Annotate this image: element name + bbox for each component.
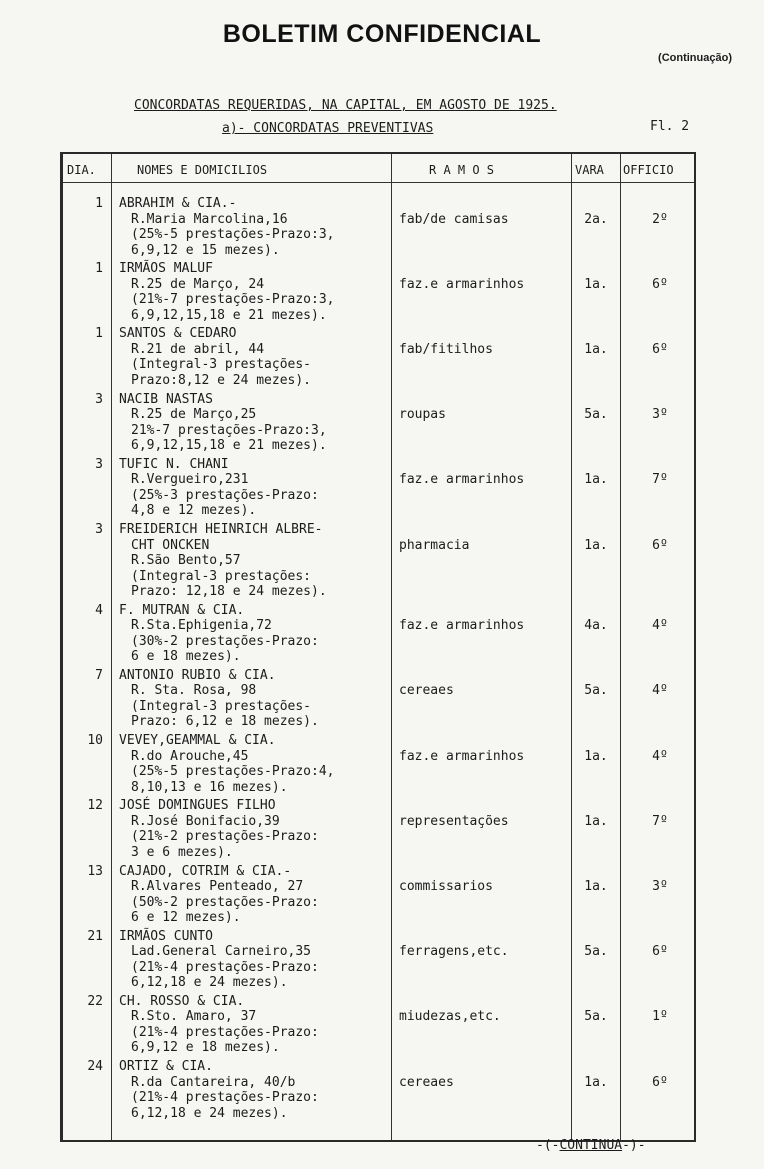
- entry-branch: roupas: [399, 407, 446, 423]
- entry-detail-line: 21%-7 prestações-Prazo:3,: [131, 422, 327, 438]
- entry-detail-line: 4,8 e 12 mezes).: [131, 503, 257, 519]
- entry-detail-line: (30%-2 prestações-Prazo:: [131, 633, 319, 649]
- entry-detail-line: R.Sto. Amaro, 37: [131, 1009, 257, 1025]
- entry-office: 6º: [652, 341, 668, 357]
- entry-detail-line: R.São Bento,57: [131, 553, 241, 568]
- entry-names: [119, 392, 327, 454]
- entry-day: 3: [95, 391, 103, 407]
- column-divider-court: [620, 154, 621, 1140]
- entry-court: 1a.: [584, 472, 608, 488]
- entry-office: 7º: [652, 472, 668, 488]
- column-divider-day: [111, 154, 112, 1140]
- entry-detail-line: (50%-2 prestações-Prazo:: [131, 894, 319, 910]
- header-rule: [63, 182, 694, 183]
- entry-branch: commissarios: [399, 879, 493, 894]
- entry-office: 4º: [652, 683, 668, 699]
- concordatas-table: [60, 152, 696, 1142]
- entry-detail-line: (25%-3 prestações-Prazo:: [131, 487, 319, 503]
- entry-office: 7º: [652, 813, 668, 829]
- entry-branch: ferragens,etc.: [399, 944, 509, 960]
- entry-name: FREIDERICH HEINRICH ALBRE-: [119, 522, 323, 537]
- entry-names: [119, 1059, 319, 1121]
- entry-branch: representações: [399, 813, 509, 829]
- entry-names: [119, 798, 319, 860]
- entry-names: [119, 929, 319, 991]
- entry-name: NACIB NASTAS: [119, 391, 213, 407]
- entry-names: [119, 668, 319, 730]
- entry-name: TUFIC N. CHANI: [119, 456, 229, 472]
- entry-office: 6º: [652, 276, 668, 292]
- entry-detail-line: R. Sta. Rosa, 98: [131, 683, 257, 699]
- entry-office: 4º: [652, 748, 668, 764]
- entry-name: IRMÃOS CUNTO: [119, 928, 213, 944]
- entry-day: 1: [95, 261, 103, 277]
- entry-branch: cereaes: [399, 683, 454, 699]
- entry-detail-line: Prazo: 6,12 e 18 mezes).: [131, 714, 319, 730]
- entry-detail-line: 6,9,12,15,18 e 21 mezes).: [131, 438, 327, 454]
- entry-court: 1a.: [584, 879, 608, 894]
- entry-office: 3º: [652, 407, 668, 423]
- entry-detail-line: (21%-2 prestações-Prazo:: [131, 829, 319, 845]
- entry-detail-line: R.21 de abril, 44: [131, 341, 265, 357]
- continue-marker: -(-CONTINUA-)-: [536, 1138, 646, 1153]
- entry-office: 2º: [652, 211, 668, 227]
- entry-day: 3: [95, 522, 103, 537]
- entry-branch: faz.e armarinhos: [399, 472, 525, 488]
- entry-branch: fab/de camisas: [399, 211, 509, 227]
- entry-names: [119, 522, 327, 600]
- header-office: OFFICIO: [623, 163, 674, 177]
- entry-name: ANTONIO RUBIO & CIA.: [119, 667, 276, 683]
- entry-detail-line: 6,12,18 e 24 mezes).: [131, 975, 288, 991]
- entry-names: [119, 864, 319, 926]
- entry-name: JOSÉ DOMINGUES FILHO: [119, 798, 276, 814]
- entry-detail-line: 6,9,12 e 15 mezes).: [131, 242, 280, 258]
- entry-court: 1a.: [584, 748, 608, 764]
- entry-detail-line: R.Maria Marcolina,16: [131, 211, 288, 227]
- entry-court: 1a.: [584, 1074, 608, 1090]
- entry-detail-line: R.25 de Março, 24: [131, 276, 265, 292]
- entry-names: [119, 196, 335, 258]
- folio-number: Fl. 2: [650, 119, 690, 134]
- entry-branch: miudezas,etc.: [399, 1009, 501, 1025]
- entry-detail-line: Prazo:8,12 e 24 mezes).: [131, 372, 312, 388]
- entry-office: 3º: [652, 879, 668, 894]
- entry-name: ORTIZ & CIA.: [119, 1059, 213, 1075]
- entry-day: 12: [87, 798, 103, 814]
- entry-detail-line: R.Vergueiro,231: [131, 472, 249, 488]
- entry-name: VEVEY,GEAMMAL & CIA.: [119, 733, 276, 749]
- entry-name: F. MUTRAN & CIA.: [119, 602, 245, 618]
- entry-court: 1a.: [584, 537, 608, 553]
- header-branches: R A M O S: [429, 163, 495, 177]
- entry-court: 1a.: [584, 341, 608, 357]
- entry-detail-line: CHT ONCKEN: [131, 537, 210, 553]
- entry-day: 24: [87, 1059, 103, 1075]
- entry-names: [119, 326, 311, 388]
- entry-court: 2a.: [584, 211, 608, 227]
- header-court: VARA: [575, 163, 604, 177]
- entry-detail-line: R.Alvares Penteado, 27: [131, 879, 304, 894]
- entry-detail-line: R.25 de Março,25: [131, 407, 257, 423]
- entry-branch: fab/fitilhos: [399, 341, 493, 357]
- entry-office: 6º: [652, 944, 668, 960]
- continue-label: CONTINUA: [559, 1138, 623, 1153]
- entry-detail-line: (25%-5 prestações-Prazo:3,: [131, 227, 335, 242]
- entry-branch: pharmacia: [399, 537, 470, 553]
- entry-branch: cereaes: [399, 1074, 454, 1090]
- entry-office: 6º: [652, 1074, 668, 1090]
- entry-office: 4º: [652, 618, 668, 634]
- column-divider-branches: [571, 154, 572, 1140]
- entry-office: 6º: [652, 537, 668, 553]
- entry-name: ABRAHIM & CIA.-: [119, 196, 237, 211]
- entry-detail-line: 3 e 6 mezes).: [131, 844, 233, 860]
- entry-day: 3: [95, 456, 103, 472]
- entry-detail-line: 6,9,12 e 18 mezes).: [131, 1040, 280, 1056]
- entry-names: [119, 994, 319, 1056]
- entry-day: 1: [95, 326, 103, 342]
- entry-detail-line: (25%-5 prestações-Prazo:4,: [131, 764, 335, 780]
- entry-court: 5a.: [584, 944, 608, 960]
- entry-detail-line: 6,9,12,15,18 e 21 mezes).: [131, 307, 327, 323]
- entry-court: 1a.: [584, 813, 608, 829]
- entry-day: 21: [87, 928, 103, 944]
- entry-name: CAJADO, COTRIM & CIA.-: [119, 863, 292, 879]
- entry-names: [119, 457, 319, 519]
- entry-court: 4a.: [584, 618, 608, 634]
- entry-names: [119, 603, 319, 665]
- entry-detail-line: Prazo: 12,18 e 24 mezes).: [131, 584, 327, 599]
- entry-detail-line: (Integral-3 prestações-: [131, 357, 312, 373]
- entry-office: 1º: [652, 1009, 668, 1025]
- entry-branch: faz.e armarinhos: [399, 748, 525, 764]
- entry-branch: faz.e armarinhos: [399, 276, 525, 292]
- entry-detail-line: R.José Bonifacio,39: [131, 813, 280, 829]
- section-subheading: a)- CONCORDATAS PREVENTIVAS: [222, 121, 434, 136]
- entry-name: SANTOS & CEDARO: [119, 326, 237, 342]
- entry-day: 22: [87, 993, 103, 1009]
- header-names: NOMES E DOMICILIOS: [137, 163, 268, 177]
- section-heading: CONCORDATAS REQUERIDAS, NA CAPITAL, EM AGOSTO DE 1925.: [134, 98, 557, 113]
- header-day: DIA.: [67, 163, 96, 177]
- entry-day: 4: [95, 602, 103, 618]
- entry-detail-line: 6 e 12 mezes).: [131, 910, 241, 925]
- entry-detail-line: (Integral-3 prestações:: [131, 568, 312, 584]
- entry-court: 5a.: [584, 683, 608, 699]
- entry-detail-line: R.da Cantareira, 40/b: [131, 1074, 296, 1090]
- continuation-note: (Continuação): [658, 52, 732, 64]
- entry-detail-line: Lad.General Carneiro,35: [131, 944, 312, 960]
- entry-detail-line: 6 e 18 mezes).: [131, 649, 241, 665]
- entry-name: CH. ROSSO & CIA.: [119, 993, 245, 1009]
- entry-branch: faz.e armarinhos: [399, 618, 525, 634]
- entry-detail-line: (21%-4 prestações-Prazo:: [131, 1090, 319, 1106]
- column-divider-names: [391, 154, 392, 1140]
- document-title: BOLETIM CONFIDENCIAL: [222, 20, 542, 48]
- entry-detail-line: (Integral-3 prestações-: [131, 698, 312, 714]
- entry-detail-line: R.Sta.Ephigenia,72: [131, 618, 272, 634]
- entry-day: 10: [87, 733, 103, 749]
- entry-day: 1: [95, 196, 103, 211]
- entry-name: IRMÃOS MALUF: [119, 261, 213, 277]
- entry-detail-line: (21%-7 prestações-Prazo:3,: [131, 292, 335, 308]
- entry-detail-line: 6,12,18 e 24 mezes).: [131, 1105, 288, 1121]
- entry-day: 13: [87, 863, 103, 879]
- entry-names: [119, 261, 335, 323]
- entry-detail-line: (21%-4 prestações-Prazo:: [131, 1024, 319, 1040]
- entry-court: 5a.: [584, 1009, 608, 1025]
- entry-detail-line: (21%-4 prestações-Prazo:: [131, 959, 319, 975]
- entry-names: [119, 733, 335, 795]
- entry-detail-line: 8,10,13 e 16 mezes).: [131, 779, 288, 795]
- entry-court: 5a.: [584, 407, 608, 423]
- entry-court: 1a.: [584, 276, 608, 292]
- entry-detail-line: R.do Arouche,45: [131, 748, 249, 764]
- entry-day: 7: [95, 667, 103, 683]
